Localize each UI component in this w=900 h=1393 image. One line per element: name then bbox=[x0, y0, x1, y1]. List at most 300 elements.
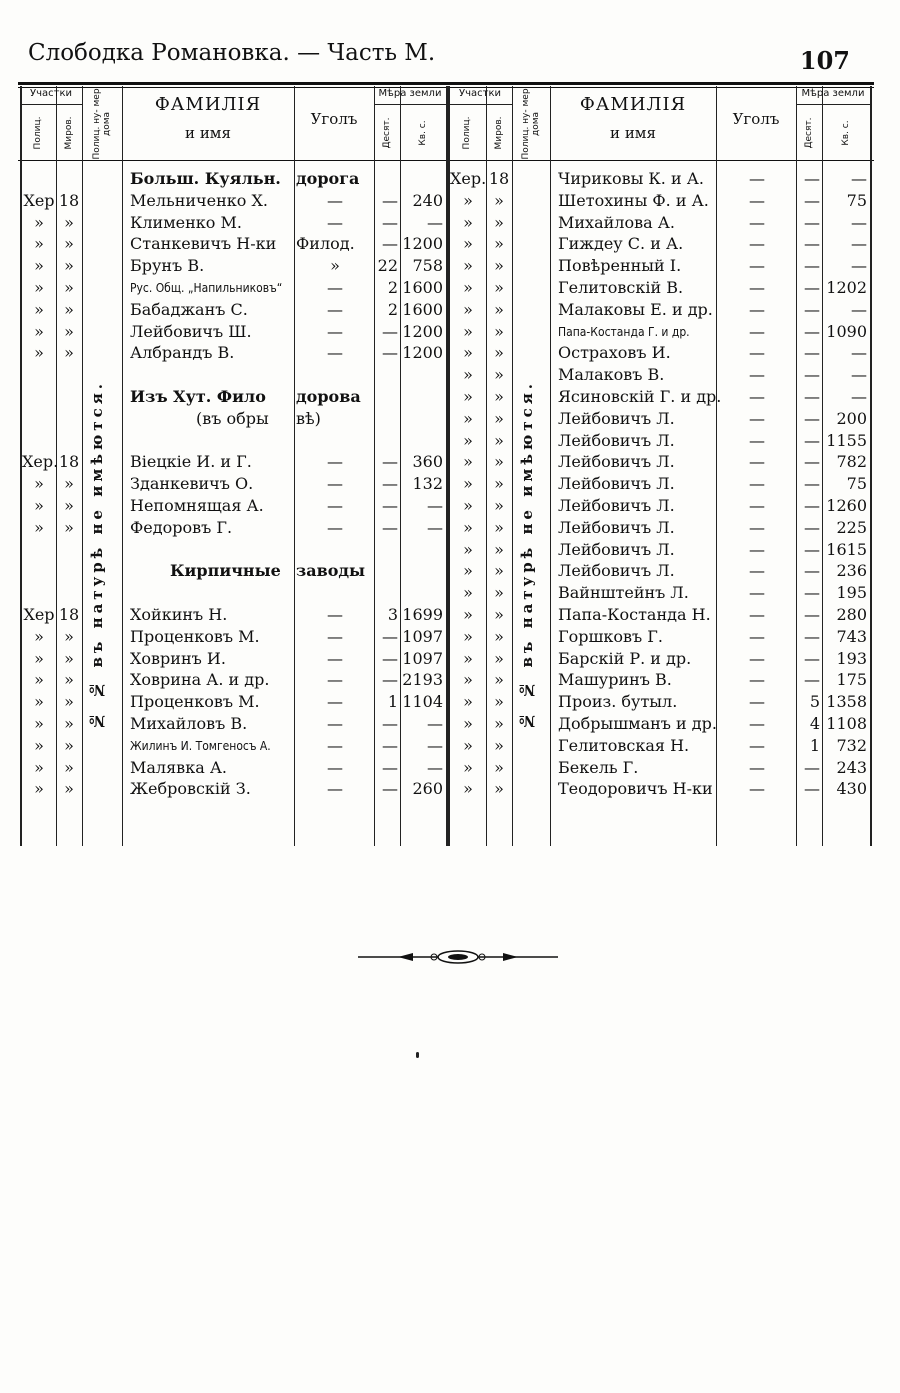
cell-desyat: — bbox=[804, 648, 820, 668]
cell-polits: » bbox=[463, 648, 473, 668]
cell-name: Повѣренный І. bbox=[558, 256, 682, 276]
cell-corner: — bbox=[749, 365, 765, 385]
cell-kv: 236 bbox=[836, 561, 867, 581]
cell-mirov: » bbox=[494, 234, 504, 254]
cell-kv: 1600 bbox=[402, 278, 443, 297]
cell-corner: — bbox=[749, 299, 765, 319]
cell-desyat: — bbox=[382, 343, 398, 363]
cell-kv: — bbox=[851, 212, 867, 232]
cell-corner: — bbox=[749, 474, 765, 494]
page-title: Слободка Романовка. — Часть М. bbox=[28, 40, 436, 66]
cell-name: Произ. бутыл. bbox=[558, 692, 678, 712]
cell-desyat: — bbox=[804, 561, 820, 581]
table-row bbox=[0, 452, 900, 474]
cell-polits: » bbox=[34, 321, 44, 341]
cell-corner: — bbox=[749, 256, 765, 276]
cell-desyat: — bbox=[804, 343, 820, 363]
cell-corner: — bbox=[749, 387, 765, 406]
cell-name: Гелитовскій В. bbox=[558, 278, 684, 297]
cell-mirov: » bbox=[64, 779, 74, 799]
cell-polits: Хер bbox=[23, 190, 55, 210]
cell-kv: 360 bbox=[412, 452, 443, 472]
cell-polits: » bbox=[463, 714, 473, 733]
table-row bbox=[0, 627, 900, 649]
table-row bbox=[0, 387, 900, 409]
table-row bbox=[0, 409, 900, 431]
cell-polits: » bbox=[463, 496, 473, 515]
cell-name: Ясиновскій Г. и др. bbox=[558, 387, 722, 406]
page-header bbox=[28, 40, 850, 76]
cell-desyat: — bbox=[804, 408, 820, 428]
cell-name: Рус. Общ. „Напильниковъ“ bbox=[130, 281, 283, 295]
cell-mirov: » bbox=[494, 256, 504, 276]
cell-polits: » bbox=[34, 299, 44, 319]
cell-name: Хойкинъ Н. bbox=[130, 605, 228, 624]
cell-kv: 1260 bbox=[826, 496, 867, 515]
cell-name: Теодоровичъ Н-ки bbox=[558, 779, 713, 799]
cell-corner: — bbox=[327, 626, 343, 646]
cell-kv: 1108 bbox=[826, 714, 867, 733]
cell-desyat: — bbox=[382, 714, 398, 733]
cell-polits: » bbox=[463, 474, 473, 494]
cell-polits: » bbox=[34, 692, 44, 712]
cell-mirov: » bbox=[64, 757, 74, 777]
cell-desyat: 5 bbox=[809, 692, 820, 712]
header-subrule bbox=[796, 104, 870, 105]
cell-desyat: — bbox=[804, 626, 820, 646]
header-mera: Мѣра земли bbox=[801, 88, 865, 99]
cell-kv: 260 bbox=[412, 779, 443, 799]
cell-name: Шетохины Ф. и А. bbox=[558, 190, 709, 210]
cell-kv: — bbox=[427, 757, 443, 777]
cell-corner: — bbox=[749, 321, 765, 341]
cell-polits: » bbox=[463, 299, 473, 319]
cell-mirov: 18 bbox=[488, 169, 510, 188]
cell-desyat: — bbox=[382, 452, 398, 472]
cell-kv: — bbox=[851, 169, 867, 188]
cell-kv: 195 bbox=[836, 583, 867, 603]
cell-corner: — bbox=[327, 321, 343, 341]
cell-mirov: » bbox=[64, 343, 74, 363]
header-imya: и имя bbox=[610, 124, 656, 142]
cell-corner: — bbox=[749, 517, 765, 537]
cell-desyat: — bbox=[804, 496, 820, 515]
table-row bbox=[0, 343, 900, 365]
side-note-vertical: № № въ натурѣ не имѣются. bbox=[518, 379, 536, 730]
cell-desyat: — bbox=[382, 735, 398, 755]
header-desyat: Десят. bbox=[382, 117, 392, 149]
cell-corner: — bbox=[749, 757, 765, 777]
cell-polits: » bbox=[463, 757, 473, 777]
cell-desyat: 2 bbox=[387, 278, 398, 297]
cell-polits: » bbox=[34, 343, 44, 363]
cell-kv: — bbox=[427, 212, 443, 232]
cell-kv: 743 bbox=[836, 626, 867, 646]
cell-corner: — bbox=[327, 517, 343, 537]
cell-name: Машуринъ В. bbox=[558, 670, 672, 690]
cell-corner: заводы bbox=[296, 561, 366, 581]
cell-polits: » bbox=[463, 256, 473, 276]
cell-polits: » bbox=[34, 474, 44, 494]
table-row bbox=[0, 365, 900, 387]
cell-desyat: — bbox=[382, 517, 398, 537]
cell-polits: » bbox=[34, 278, 44, 297]
cell-corner: — bbox=[327, 735, 343, 755]
cell-name: Лейбовичъ Л. bbox=[558, 474, 675, 494]
cell-polits: » bbox=[463, 692, 473, 712]
cell-desyat: — bbox=[804, 474, 820, 494]
cell-corner: — bbox=[327, 212, 343, 232]
cell-polits: » bbox=[34, 626, 44, 646]
cell-desyat: 1 bbox=[809, 735, 820, 755]
cell-mirov: » bbox=[494, 321, 504, 341]
table-row bbox=[0, 714, 900, 736]
cell-polits: » bbox=[463, 387, 473, 406]
cell-corner: Филод. bbox=[296, 234, 355, 254]
cell-kv: 1200 bbox=[402, 234, 443, 254]
cell-mirov: » bbox=[494, 474, 504, 494]
cell-corner: — bbox=[749, 496, 765, 515]
cell-corner: — bbox=[749, 714, 765, 733]
top-rule bbox=[18, 82, 874, 85]
cell-polits: » bbox=[463, 539, 473, 559]
cell-desyat: — bbox=[382, 474, 398, 494]
cell-desyat: — bbox=[382, 648, 398, 668]
cell-mirov: » bbox=[64, 321, 74, 341]
cell-polits: Хер bbox=[23, 605, 55, 624]
cell-mirov: » bbox=[494, 561, 504, 581]
cell-desyat: 4 bbox=[809, 714, 820, 733]
cell-desyat: — bbox=[804, 670, 820, 690]
table-row bbox=[0, 234, 900, 256]
cell-polits: » bbox=[463, 430, 473, 450]
table-row bbox=[0, 431, 900, 453]
cell-desyat: — bbox=[804, 321, 820, 341]
cell-kv: 758 bbox=[412, 256, 443, 276]
cell-desyat: 3 bbox=[387, 605, 398, 624]
cell-kv: 200 bbox=[836, 408, 867, 428]
table-row bbox=[0, 605, 900, 627]
cell-mirov: » bbox=[494, 735, 504, 755]
cell-desyat: — bbox=[804, 605, 820, 624]
cell-kv: 1200 bbox=[402, 321, 443, 341]
cell-name: Больш. Куяльн. bbox=[130, 169, 281, 188]
cell-name: Лейбовичъ Л. bbox=[558, 517, 675, 537]
cell-kv: 430 bbox=[836, 779, 867, 799]
cell-corner: — bbox=[749, 430, 765, 450]
header-ugol: Уголъ bbox=[732, 110, 780, 128]
cell-mirov: » bbox=[494, 278, 504, 297]
header-nomer: Полиц. ну- мер дома bbox=[521, 88, 541, 160]
cell-kv: 1097 bbox=[402, 626, 443, 646]
cell-corner: — bbox=[327, 648, 343, 668]
cell-kv: — bbox=[851, 299, 867, 319]
cell-polits: » bbox=[34, 496, 44, 515]
cell-name: Клименко М. bbox=[130, 212, 242, 232]
cell-name: Остраховъ И. bbox=[558, 343, 671, 363]
cell-name: Папа-Костанда Н. bbox=[558, 605, 711, 624]
cell-mirov: » bbox=[494, 626, 504, 646]
cell-mirov: » bbox=[64, 692, 74, 712]
table-row bbox=[0, 583, 900, 605]
table-row bbox=[0, 169, 900, 191]
cell-polits: » bbox=[34, 256, 44, 276]
cell-name: Вайнштейнъ Л. bbox=[558, 583, 689, 603]
table-row bbox=[0, 474, 900, 496]
cell-desyat: — bbox=[804, 539, 820, 559]
cell-name: Лейбовичъ Л. bbox=[558, 452, 675, 472]
cell-kv: — bbox=[427, 735, 443, 755]
cell-polits: » bbox=[463, 212, 473, 232]
header-polits: Полиц. bbox=[462, 116, 472, 150]
cell-corner: — bbox=[749, 779, 765, 799]
cell-corner: — bbox=[327, 757, 343, 777]
table-row bbox=[0, 518, 900, 540]
cell-kv: 2193 bbox=[402, 670, 443, 690]
cell-corner: — bbox=[749, 343, 765, 363]
cell-kv: 240 bbox=[412, 190, 443, 210]
cell-mirov: » bbox=[494, 387, 504, 406]
cell-name: Лейбовичъ Л. bbox=[558, 561, 675, 581]
cell-name: Албрандъ В. bbox=[130, 343, 235, 363]
cell-mirov: » bbox=[64, 670, 74, 690]
cell-desyat: — bbox=[382, 234, 398, 254]
cell-polits: » bbox=[463, 561, 473, 581]
cell-polits: » bbox=[463, 583, 473, 603]
cell-mirov: » bbox=[64, 234, 74, 254]
cell-mirov: » bbox=[64, 648, 74, 668]
cell-polits: » bbox=[463, 626, 473, 646]
cell-desyat: — bbox=[804, 212, 820, 232]
cell-polits: » bbox=[463, 278, 473, 297]
cell-corner: — bbox=[749, 452, 765, 472]
cell-name: Малаковы Е. и др. bbox=[558, 299, 713, 319]
header-ugol: Уголъ bbox=[310, 110, 358, 128]
cell-desyat: — bbox=[382, 670, 398, 690]
cell-mirov: » bbox=[494, 517, 504, 537]
cell-corner: — bbox=[749, 735, 765, 755]
cell-corner: — bbox=[327, 670, 343, 690]
cell-polits: » bbox=[463, 605, 473, 624]
cell-polits: » bbox=[463, 365, 473, 385]
header-imya: и имя bbox=[185, 124, 231, 142]
cell-corner: — bbox=[749, 670, 765, 690]
header-desyat: Десят. bbox=[804, 117, 814, 149]
cell-name: Жилинъ И. Томгеносъ А. bbox=[130, 738, 271, 753]
cell-desyat: — bbox=[382, 779, 398, 799]
cell-corner: — bbox=[749, 692, 765, 712]
cell-name: Гелитовская Н. bbox=[558, 735, 690, 755]
cell-polits: » bbox=[34, 670, 44, 690]
cell-corner: » bbox=[330, 256, 340, 276]
cell-desyat: — bbox=[382, 626, 398, 646]
cell-corner: — bbox=[749, 561, 765, 581]
cell-desyat: — bbox=[804, 256, 820, 276]
cell-desyat: — bbox=[804, 387, 820, 406]
cell-polits: » bbox=[463, 343, 473, 363]
cell-mirov: » bbox=[494, 212, 504, 232]
cell-corner: дорога bbox=[296, 169, 360, 188]
cell-mirov: » bbox=[494, 190, 504, 210]
cell-polits: » bbox=[34, 234, 44, 254]
cell-name: Брунъ В. bbox=[130, 256, 205, 276]
cell-mirov: 18 bbox=[58, 452, 80, 472]
header-uchastki: Участки bbox=[30, 88, 72, 99]
cell-kv: 1104 bbox=[402, 692, 443, 712]
table-row bbox=[0, 213, 900, 235]
cell-name: Віецкіе И. и Г. bbox=[130, 452, 252, 472]
cell-corner: — bbox=[749, 278, 765, 297]
cell-name: Гиждеу С. и А. bbox=[558, 234, 684, 254]
cell-kv: 1615 bbox=[826, 539, 867, 559]
cell-desyat: — bbox=[382, 757, 398, 777]
cell-mirov: » bbox=[64, 517, 74, 537]
cell-corner: — bbox=[327, 605, 343, 624]
cell-kv: — bbox=[851, 365, 867, 385]
side-note-vertical: № № въ натурѣ не имѣются. bbox=[88, 379, 106, 730]
cell-kv: — bbox=[851, 256, 867, 276]
cell-polits: » bbox=[34, 714, 44, 733]
cell-kv: 1600 bbox=[402, 299, 443, 319]
header-subrule bbox=[374, 104, 446, 105]
header-kv: Кв. с. bbox=[418, 120, 428, 146]
cell-name: Лейбовичъ Ш. bbox=[130, 321, 252, 341]
cell-kv: 1699 bbox=[402, 605, 443, 624]
header-subrule bbox=[20, 104, 82, 105]
cell-polits: » bbox=[34, 735, 44, 755]
cell-desyat: — bbox=[804, 169, 820, 188]
cell-mirov: » bbox=[64, 714, 74, 733]
cell-desyat: — bbox=[804, 190, 820, 210]
cell-name: Лейбовичъ Л. bbox=[558, 496, 675, 515]
cell-corner: — bbox=[327, 714, 343, 733]
cell-mirov: » bbox=[494, 365, 504, 385]
cell-desyat: — bbox=[804, 430, 820, 450]
cell-corner: — bbox=[749, 605, 765, 624]
cell-polits: » bbox=[34, 212, 44, 232]
cell-mirov: » bbox=[494, 670, 504, 690]
table-row bbox=[0, 278, 900, 300]
table-row bbox=[0, 649, 900, 671]
table-row bbox=[0, 322, 900, 344]
header-subrule bbox=[448, 104, 512, 105]
cell-mirov: 18 bbox=[58, 605, 80, 624]
cell-desyat: — bbox=[804, 299, 820, 319]
cell-name: Ховринъ И. bbox=[130, 648, 226, 668]
cell-name: Лейбовичъ Л. bbox=[558, 408, 675, 428]
cell-polits: Хер. bbox=[450, 169, 487, 188]
cell-kv: 75 bbox=[846, 474, 867, 494]
cell-kv: 132 bbox=[412, 474, 443, 494]
cell-kv: 1358 bbox=[826, 692, 867, 712]
cell-polits: » bbox=[463, 735, 473, 755]
cell-kv: 225 bbox=[836, 517, 867, 537]
cell-mirov: » bbox=[494, 605, 504, 624]
cell-name: Изъ Хут. Фило bbox=[130, 387, 266, 406]
cell-mirov: » bbox=[494, 757, 504, 777]
cell-corner: — bbox=[749, 190, 765, 210]
cell-polits: » bbox=[463, 234, 473, 254]
cell-desyat: — bbox=[804, 365, 820, 385]
cell-kv: — bbox=[427, 496, 443, 515]
cell-mirov: » bbox=[64, 474, 74, 494]
cell-name: Проценковъ М. bbox=[130, 626, 260, 646]
table-row bbox=[0, 300, 900, 322]
cell-corner: вѣ) bbox=[296, 408, 321, 428]
cell-mirov: » bbox=[494, 299, 504, 319]
cell-name: Лейбовичъ Л. bbox=[558, 430, 675, 450]
table-row bbox=[0, 496, 900, 518]
cell-corner: дорова bbox=[296, 387, 361, 406]
cell-desyat: 22 bbox=[377, 256, 398, 276]
cell-kv: 175 bbox=[836, 670, 867, 690]
cell-polits: » bbox=[34, 648, 44, 668]
header-kv: Кв. с. bbox=[841, 120, 851, 146]
cell-polits: » bbox=[34, 779, 44, 799]
cell-desyat: — bbox=[804, 234, 820, 254]
cell-name: (въ обры bbox=[196, 408, 269, 428]
cell-kv: 280 bbox=[836, 605, 867, 624]
cell-mirov: » bbox=[64, 278, 74, 297]
cell-polits: » bbox=[463, 779, 473, 799]
header-mera: Мѣра земли bbox=[378, 88, 442, 99]
cell-desyat: — bbox=[804, 583, 820, 603]
table-row bbox=[0, 561, 900, 583]
cell-desyat: — bbox=[804, 757, 820, 777]
table-row bbox=[0, 692, 900, 714]
cell-name: Станкевичъ Н-ки bbox=[130, 234, 277, 254]
cell-corner: — bbox=[749, 583, 765, 603]
cell-corner: — bbox=[327, 190, 343, 210]
ink-speck bbox=[416, 1052, 419, 1058]
table-row bbox=[0, 191, 900, 213]
cell-corner: — bbox=[327, 452, 343, 472]
cell-name: Малаковъ В. bbox=[558, 365, 665, 385]
cell-name: Бекель Г. bbox=[558, 757, 639, 777]
cell-mirov: » bbox=[494, 692, 504, 712]
cell-kv: 1097 bbox=[402, 648, 443, 668]
cell-mirov: » bbox=[64, 626, 74, 646]
cell-desyat: — bbox=[804, 452, 820, 472]
cell-corner: — bbox=[327, 474, 343, 494]
cell-mirov: » bbox=[64, 735, 74, 755]
cell-kv: — bbox=[851, 343, 867, 363]
cell-polits: » bbox=[463, 670, 473, 690]
cell-corner: — bbox=[749, 169, 765, 188]
cell-name: Кирпичные bbox=[170, 561, 281, 581]
ornament-divider bbox=[358, 948, 558, 966]
table-row bbox=[0, 758, 900, 780]
cell-mirov: 18 bbox=[58, 190, 80, 210]
cell-kv: — bbox=[427, 517, 443, 537]
cell-mirov: » bbox=[494, 583, 504, 603]
cell-kv: — bbox=[851, 387, 867, 406]
cell-mirov: » bbox=[494, 343, 504, 363]
cell-corner: — bbox=[327, 343, 343, 363]
cell-polits: » bbox=[463, 321, 473, 341]
cell-mirov: » bbox=[494, 648, 504, 668]
cell-desyat: — bbox=[382, 496, 398, 515]
cell-name: Малявка А. bbox=[130, 757, 228, 777]
table-row bbox=[0, 256, 900, 278]
cell-polits: » bbox=[463, 408, 473, 428]
cell-corner: — bbox=[327, 299, 343, 319]
cell-polits: » bbox=[463, 452, 473, 472]
header-familia: ФАМИЛІЯ bbox=[579, 94, 687, 115]
header-uchastki: Участки bbox=[459, 88, 501, 99]
cell-polits: » bbox=[463, 190, 473, 210]
cell-corner: — bbox=[749, 626, 765, 646]
